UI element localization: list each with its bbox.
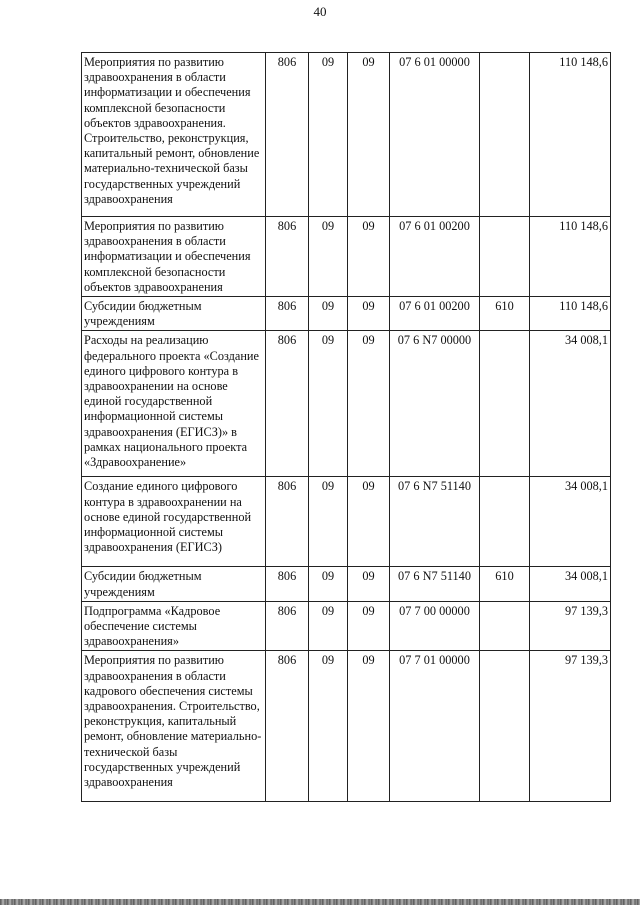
amount-value: 110 148,6	[530, 297, 611, 331]
expense-type-code: 610	[480, 297, 530, 331]
target-code: 07 6 N7 51140	[390, 567, 480, 601]
ministry-code: 806	[266, 53, 309, 217]
section-code: 09	[309, 217, 348, 297]
row-name: Субсидии бюджетным учреждениям	[82, 567, 266, 601]
table-row	[82, 651, 611, 802]
table-row	[82, 567, 611, 601]
budget-table	[81, 52, 611, 802]
subsection-code: 09	[348, 567, 390, 601]
table-row	[82, 53, 611, 217]
row-name: Подпрограмма «Кадровое обеспечение системы здравоохранения»	[82, 601, 266, 651]
subsection-code: 09	[348, 53, 390, 217]
section-code: 09	[309, 601, 348, 651]
row-name: Субсидии бюджетным учреждениям	[82, 297, 266, 331]
expense-type-code	[480, 217, 530, 297]
amount-value: 97 139,3	[530, 601, 611, 651]
amount-value: 110 148,6	[530, 217, 611, 297]
subsection-code: 09	[348, 477, 390, 567]
row-name: Мероприятия по развитию здравоохранения в области кадрового обеспечения системы здравоохранения. Строительство, реконструкция, капитальный ремонт, обновление материально-технической базы государственных учреждений здравоохранения	[82, 651, 266, 802]
row-name: Создание единого цифрового контура в здравоохранении на основе единой государственной информационной системы здравоохранения (ЕГИСЗ)	[82, 477, 266, 567]
target-code: 07 6 N7 00000	[390, 331, 480, 477]
amount-value: 34 008,1	[530, 567, 611, 601]
table-row	[82, 297, 611, 331]
amount-value: 34 008,1	[530, 477, 611, 567]
expense-type-code: 610	[480, 567, 530, 601]
amount-value: 97 139,3	[530, 651, 611, 802]
target-code: 07 6 01 00200	[390, 217, 480, 297]
amount-value: 34 008,1	[530, 331, 611, 477]
ministry-code: 806	[266, 331, 309, 477]
target-code: 07 7 00 00000	[390, 601, 480, 651]
ministry-code: 806	[266, 567, 309, 601]
ministry-code: 806	[266, 601, 309, 651]
row-name: Мероприятия по развитию здравоохранения в области информатизации и обеспечения комплексной безопасности объектов здравоохранения. Строительство, реконструкция, капитальный ремонт, обновление материально-технической базы государственных учреждений здравоохранения	[82, 53, 266, 217]
expense-type-code	[480, 53, 530, 217]
target-code: 07 7 01 00000	[390, 651, 480, 802]
subsection-code: 09	[348, 297, 390, 331]
expense-type-code	[480, 331, 530, 477]
target-code: 07 6 01 00000	[390, 53, 480, 217]
section-code: 09	[309, 53, 348, 217]
subsection-code: 09	[348, 331, 390, 477]
expense-type-code	[480, 477, 530, 567]
row-name: Мероприятия по развитию здравоохранения в области информатизации и обеспечения комплексной безопасности объектов здравоохранения	[82, 217, 266, 297]
scan-edge-band	[0, 899, 640, 905]
subsection-code: 09	[348, 217, 390, 297]
table-row	[82, 331, 611, 477]
row-name: Расходы на реализацию федерального проекта «Создание единого цифрового контура в здравоохранении на основе единой государственной информационной системы здравоохранения (ЕГИСЗ)» в рамках национального проекта «Здравоохранение»	[82, 331, 266, 477]
section-code: 09	[309, 297, 348, 331]
table-row	[82, 601, 611, 651]
target-code: 07 6 N7 51140	[390, 477, 480, 567]
page-number: 40	[313, 4, 327, 19]
section-code: 09	[309, 567, 348, 601]
ministry-code: 806	[266, 477, 309, 567]
ministry-code: 806	[266, 217, 309, 297]
amount-value: 110 148,6	[530, 53, 611, 217]
subsection-code: 09	[348, 651, 390, 802]
ministry-code: 806	[266, 651, 309, 802]
expense-type-code	[480, 601, 530, 651]
subsection-code: 09	[348, 601, 390, 651]
target-code: 07 6 01 00200	[390, 297, 480, 331]
section-code: 09	[309, 651, 348, 802]
section-code: 09	[309, 331, 348, 477]
table-row	[82, 217, 611, 297]
expense-type-code	[480, 651, 530, 802]
table-row	[82, 477, 611, 567]
section-code: 09	[309, 477, 348, 567]
ministry-code: 806	[266, 297, 309, 331]
